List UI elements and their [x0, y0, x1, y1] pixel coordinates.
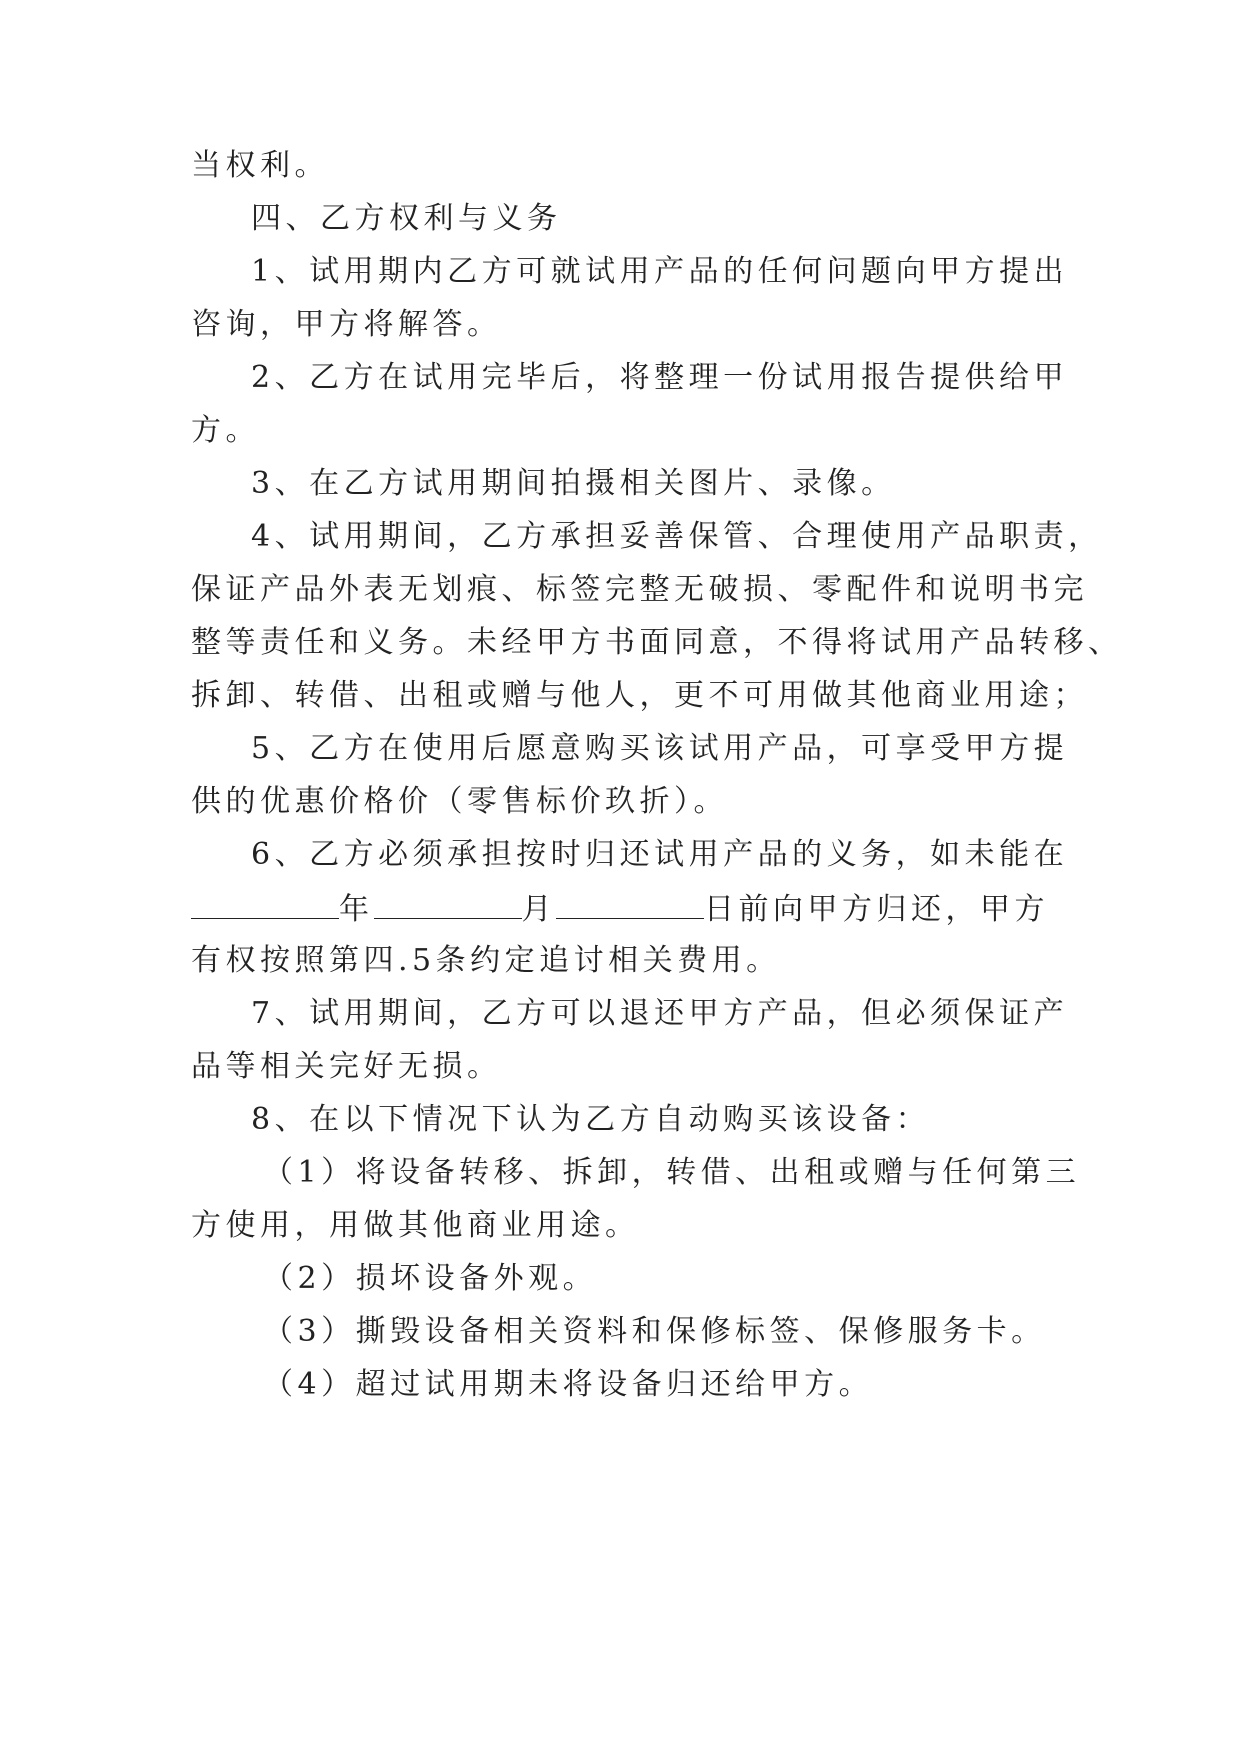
text-line: 咨询，甲方将解答。: [191, 307, 502, 342]
text-line: 供的优惠价格价（零售标价玖折）。: [191, 784, 728, 819]
year-blank: [191, 888, 339, 919]
section-heading: 四、乙方权利与义务: [251, 201, 562, 236]
text-line: 有权按照第四.5条约定追讨相关费用。: [191, 943, 781, 978]
text-line: 方。: [191, 413, 260, 448]
day-label-text: 日前向甲方归还，甲方: [704, 892, 1049, 927]
text-line: 2、乙方在试用完毕后，将整理一份试用报告提供给甲: [251, 360, 1069, 395]
list-item: （1）将设备转移、拆卸，转借、出租或赠与任何第三: [263, 1155, 1081, 1190]
list-item: （4）超过试用期未将设备归还给甲方。: [263, 1367, 874, 1402]
text-line: 方使用，用做其他商业用途。: [191, 1208, 640, 1243]
list-item: （2）损坏设备外观。: [263, 1261, 598, 1296]
year-label: 年: [339, 892, 374, 927]
text-line: 7、试用期间，乙方可以退还甲方产品，但必须保证产: [251, 996, 1069, 1031]
text-line: 8、在以下情况下认为乙方自动购买该设备：: [251, 1102, 931, 1137]
month-label: 月: [521, 892, 556, 927]
day-blank: [556, 888, 704, 919]
text-line: 4、试用期间，乙方承担妥善保管、合理使用产品职责，: [251, 519, 1103, 554]
text-line: 拆卸、转借、出租或赠与他人，更不可用做其他商业用途；: [191, 678, 1088, 713]
month-blank: [374, 888, 522, 919]
text-line: 6、乙方必须承担按时归还试用产品的义务，如未能在: [251, 837, 1069, 872]
text-line: 整等责任和义务。未经甲方书面同意，不得将试用产品转移、: [191, 625, 1123, 660]
text-line: 当权利。: [191, 148, 329, 183]
text-line: 1、试用期内乙方可就试用产品的任何问题向甲方提出: [251, 254, 1069, 289]
date-blank-line: [191, 888, 1061, 928]
text-line: 5、乙方在使用后愿意购买该试用产品，可享受甲方提: [251, 731, 1069, 766]
text-line: 3、在乙方试用期间拍摄相关图片、录像。: [251, 466, 896, 501]
text-line: 保证产品外表无划痕、标签完整无破损、零配件和说明书完: [191, 572, 1088, 607]
text-line: 品等相关完好无损。: [191, 1049, 502, 1084]
list-item: （3）撕毁设备相关资料和保修标签、保修服务卡。: [263, 1314, 1046, 1349]
